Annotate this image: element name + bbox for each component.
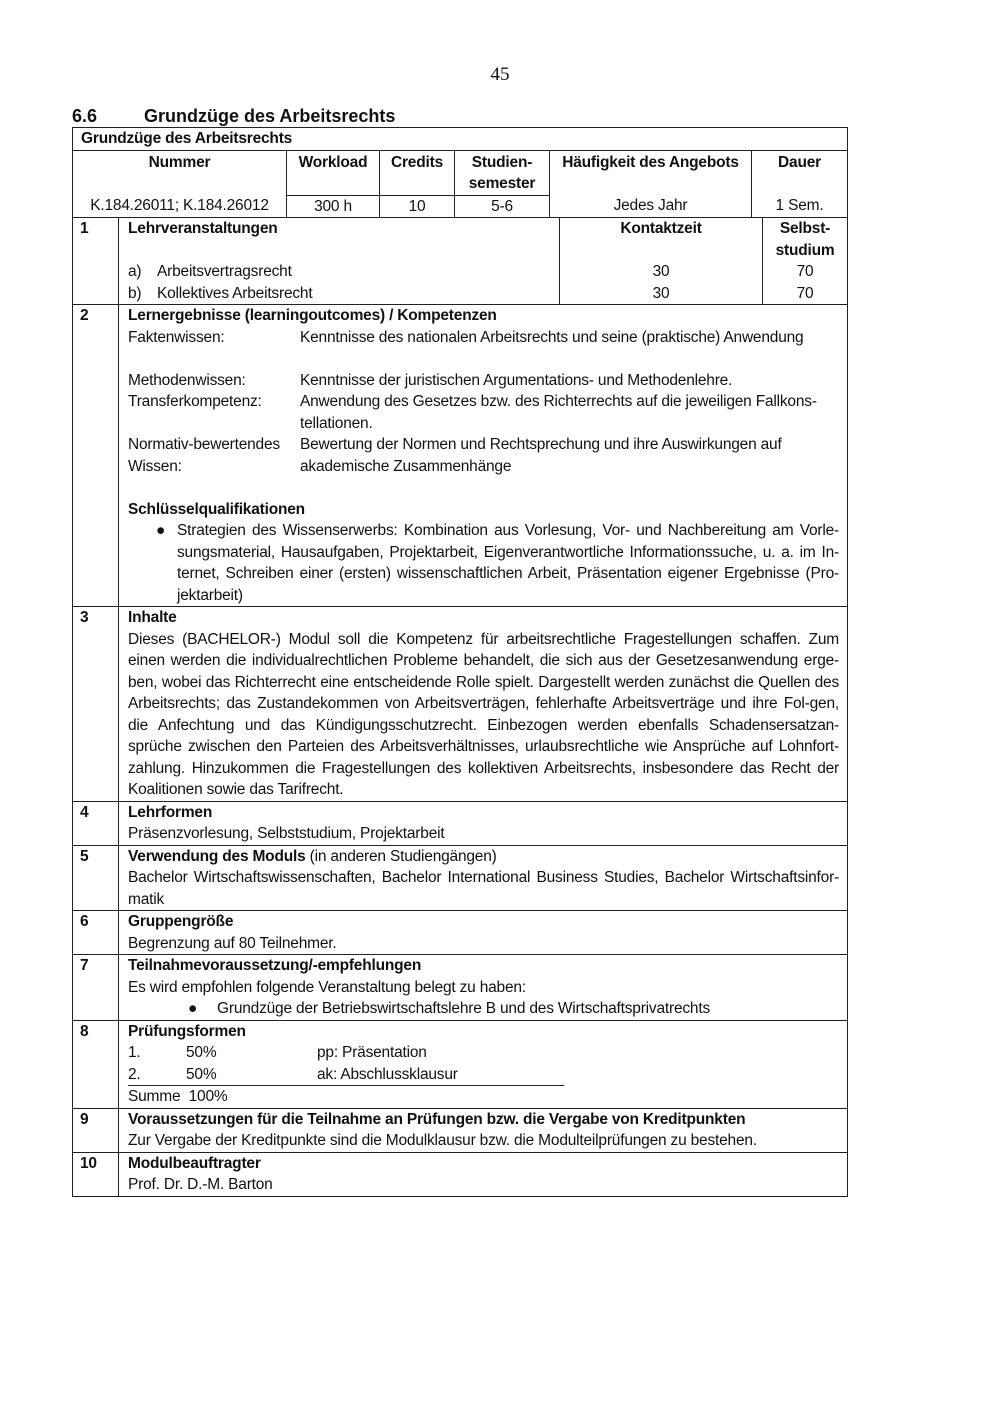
header-workload: Workload bbox=[286, 151, 379, 195]
competence-label: Methodenwissen: bbox=[128, 371, 246, 389]
section-row-1 bbox=[73, 217, 847, 304]
exam-number: 2. bbox=[128, 1065, 141, 1083]
row-number: 8 bbox=[80, 1022, 89, 1040]
modulbeauftragter bbox=[118, 1153, 847, 1196]
bullet-icon: ● bbox=[188, 1000, 198, 1017]
row-number: 3 bbox=[80, 609, 89, 626]
module-title-row bbox=[73, 128, 847, 150]
lv-spacer bbox=[560, 240, 762, 262]
section-row-8 bbox=[73, 1020, 847, 1108]
competence-label: Faktenwissen: bbox=[128, 328, 225, 346]
section-title: Verwendung des Moduls bbox=[128, 847, 306, 865]
section-number: 6.6 bbox=[72, 106, 98, 126]
section-title-line bbox=[128, 846, 839, 868]
section-title: Prüfungsformen bbox=[128, 1022, 246, 1040]
section-row-9 bbox=[73, 1108, 847, 1152]
section-row-3 bbox=[73, 606, 847, 801]
lv-kontakt-value: 30 bbox=[652, 284, 670, 302]
row-number: 4 bbox=[80, 803, 89, 821]
lehrformen bbox=[118, 802, 847, 845]
lv-spacer bbox=[128, 240, 559, 262]
exam-type: pp: Präsentation bbox=[317, 1044, 427, 1061]
section-title: Lehrformen bbox=[128, 803, 213, 821]
section-title: Teilnahmevoraussetzung/-empfehlungen bbox=[128, 957, 422, 974]
row-number: 5 bbox=[80, 847, 89, 865]
verwendung bbox=[118, 846, 847, 911]
section-row-5 bbox=[73, 845, 847, 911]
lv-selbst-value: 70 bbox=[796, 284, 814, 302]
header-studien: Studien- bbox=[471, 153, 533, 171]
exam-item bbox=[128, 1064, 564, 1087]
inhalte bbox=[118, 607, 847, 801]
lehrveranstaltungen bbox=[118, 218, 847, 304]
exam-percent: 50% bbox=[186, 1044, 217, 1061]
lv-selbst-header-2: studium bbox=[775, 241, 835, 259]
exam-number: 1. bbox=[128, 1044, 141, 1061]
header-semester: semester bbox=[468, 175, 536, 192]
page-number: 45 bbox=[490, 64, 510, 85]
lv-item bbox=[128, 261, 559, 283]
section-row-10 bbox=[73, 1152, 847, 1196]
header-credits: Credits bbox=[379, 151, 454, 195]
section-row-7 bbox=[73, 954, 847, 1020]
row-number: 10 bbox=[80, 1154, 97, 1172]
lv-selbst-header-1: Selbst- bbox=[779, 220, 831, 237]
competence-text: Kenntnisse der juristischen Argumentations- und Methodenlehre. bbox=[300, 371, 733, 389]
value-credits: 10 bbox=[379, 195, 454, 218]
lernergebnisse bbox=[118, 305, 847, 606]
section-title: Grundzüge des Arbeitsrechts bbox=[144, 106, 396, 126]
section-row-2 bbox=[73, 304, 847, 606]
section-title: Modulbeauftragter bbox=[128, 1154, 261, 1172]
competence-label: Normativ-bewertendes Wissen: bbox=[128, 436, 280, 475]
voraussetzungen bbox=[118, 1109, 847, 1152]
exam-percent: 50% bbox=[186, 1065, 217, 1083]
values-row bbox=[73, 195, 847, 218]
lv-letter: a) bbox=[128, 263, 142, 280]
value-dauer: 1 Sem. bbox=[751, 195, 847, 218]
lv-selbststudium-col bbox=[762, 218, 847, 304]
bullet-icon: ● bbox=[156, 522, 166, 539]
exam-sum: Summe 100% bbox=[128, 1088, 228, 1105]
lv-title: Lehrveranstaltungen bbox=[128, 220, 278, 237]
section-text: Dieses (BACHELOR-) Modul soll die Kompetenz für arbeitsrechtliche Fragestellungen schaffen. Zum einen werden die individualrechtlichen Probleme behandelt, die sich aus der Gesetzesanwendung erge-ben, wobei das Richterrecht eine entscheidende Rolle spielt. Dargestellt werden zunächst die Quellen des Arbeitsrechts; das Zustandekommen von Arbeitsverträgen, fehlerhafte Arbeitsverträge und ihre Fol-gen, die Anfechtung und das Kündigungsschutzrecht. Einbezogen werden ebenfalls Schadensersatzan-sprüche zwischen den Parteien des Arbeitsverhältnisses, urlaubsrechtliche wie Ansprüche auf Lohnfort-zahlung. Hinzukommen die Fragestellungen des kollektiven Arbeitsrechts, insbesondere das Recht der Koalitionen sowie das Tarifrecht. bbox=[128, 630, 839, 798]
header-haeufigkeit: Häufigkeit des Angebots bbox=[549, 151, 751, 195]
competence-text: Kenntnisse des nationalen Arbeitsrechts und seine (praktische) Anwendung bbox=[300, 328, 804, 346]
row-number: 9 bbox=[80, 1110, 89, 1128]
exam-item bbox=[128, 1042, 839, 1064]
section-row-6 bbox=[73, 910, 847, 954]
header-dauer: Dauer bbox=[751, 151, 847, 195]
competence-text: Anwendung des Gesetzes bzw. des Richterrechts auf die jeweiligen Fallkons-tellationen. bbox=[300, 393, 817, 432]
bullet-text: Grundzüge der Betriebswirtschaftslehre B und des Wirtschaftsprivatrechts bbox=[217, 1000, 711, 1017]
row-number: 1 bbox=[80, 220, 89, 237]
value-workload: 300 h bbox=[286, 195, 379, 218]
row-number: 7 bbox=[80, 957, 89, 974]
section-row-4 bbox=[73, 801, 847, 845]
section-text: Bachelor Wirtschaftswissenschaften, Bachelor International Business Studies, Bachelor Wirtschaftsinfor-matik bbox=[128, 869, 839, 908]
section-heading bbox=[72, 106, 395, 127]
module-table bbox=[72, 127, 848, 1197]
section-title: Gruppengröße bbox=[128, 913, 234, 930]
section-title: Inhalte bbox=[128, 609, 177, 626]
lv-name: Kollektives Arbeitsrecht bbox=[157, 284, 313, 302]
competence-transfer bbox=[128, 391, 839, 434]
gruppengroesse bbox=[118, 911, 847, 954]
competence-methoden bbox=[128, 370, 839, 392]
section-title: Voraussetzungen für die Teilnahme an Prüfungen bzw. die Vergabe von Kreditpunkten bbox=[128, 1110, 746, 1128]
lv-left bbox=[119, 218, 559, 304]
list-item bbox=[128, 520, 839, 606]
section-text: Begrenzung auf 80 Teilnehmer. bbox=[128, 934, 337, 952]
competence-normativ bbox=[128, 434, 839, 477]
schluessel-title: Schlüsselqualifikationen bbox=[128, 500, 305, 518]
spacer bbox=[128, 348, 839, 370]
list-item bbox=[128, 998, 839, 1020]
lv-kontaktzeit-col bbox=[559, 218, 762, 304]
exam-type: ak: Abschlussklausur bbox=[317, 1065, 458, 1083]
teilnahme bbox=[118, 955, 847, 1020]
pruefungsformen bbox=[118, 1021, 847, 1108]
section-title-suffix: (in anderen Studiengängen) bbox=[305, 847, 497, 865]
lv-kontakt-value: 30 bbox=[652, 263, 670, 280]
section-text: Präsenzvorlesung, Selbststudium, Projektarbeit bbox=[128, 825, 445, 842]
lv-selbst-value: 70 bbox=[796, 263, 814, 280]
lv-kontaktzeit-header: Kontaktzeit bbox=[620, 220, 702, 237]
section-title: Lernergebnisse (learningoutcomes) / Kompetenzen bbox=[128, 307, 497, 324]
competence-fakten bbox=[128, 327, 839, 349]
spacer bbox=[128, 477, 839, 499]
bullet-text: Strategien des Wissenserwerbs: Kombination aus Vorlesung, Vor- und Nachbereitung am Vorle-sungsmaterial, Hausaufgaben, Projektarbeit, Eigenverantwortliche Informationssuche, u. a. im In-ternet, Schreiben einer (ersten) wissenschaftlichen Arbeit, Präsentation eigener Ergebnisse (Pro-jektarbeit) bbox=[177, 522, 839, 604]
row-number: 2 bbox=[80, 307, 89, 324]
lv-item bbox=[128, 283, 559, 305]
value-semester: 5-6 bbox=[454, 195, 549, 218]
competence-text: Bewertung der Normen und Rechtsprechung und ihre Auswirkungen auf akademische Zusammenhänge bbox=[300, 436, 782, 475]
module-title: Grundzüge des Arbeitsrechts bbox=[81, 130, 293, 147]
lv-letter: b) bbox=[128, 284, 142, 302]
header-studiensemester bbox=[454, 151, 549, 195]
section-text: Prof. Dr. D.-M. Barton bbox=[128, 1176, 273, 1193]
section-text: Zur Vergabe der Kreditpunkte sind die Modulklausur bzw. die Modulteilprüfungen zu bestehen. bbox=[128, 1132, 757, 1149]
value-nummer: K.184.26011; K.184.26012 bbox=[90, 196, 269, 214]
header-row bbox=[73, 150, 847, 195]
row-number: 6 bbox=[80, 913, 89, 930]
section-text: Es wird empfohlen folgende Veranstaltung belegt zu haben: bbox=[128, 978, 526, 996]
lv-name: Arbeitsvertragsrecht bbox=[157, 263, 292, 280]
value-haeufigkeit: Jedes Jahr bbox=[549, 195, 751, 218]
header-nummer: Nummer bbox=[148, 153, 211, 171]
competence-label: Transferkompetenz: bbox=[128, 393, 262, 410]
